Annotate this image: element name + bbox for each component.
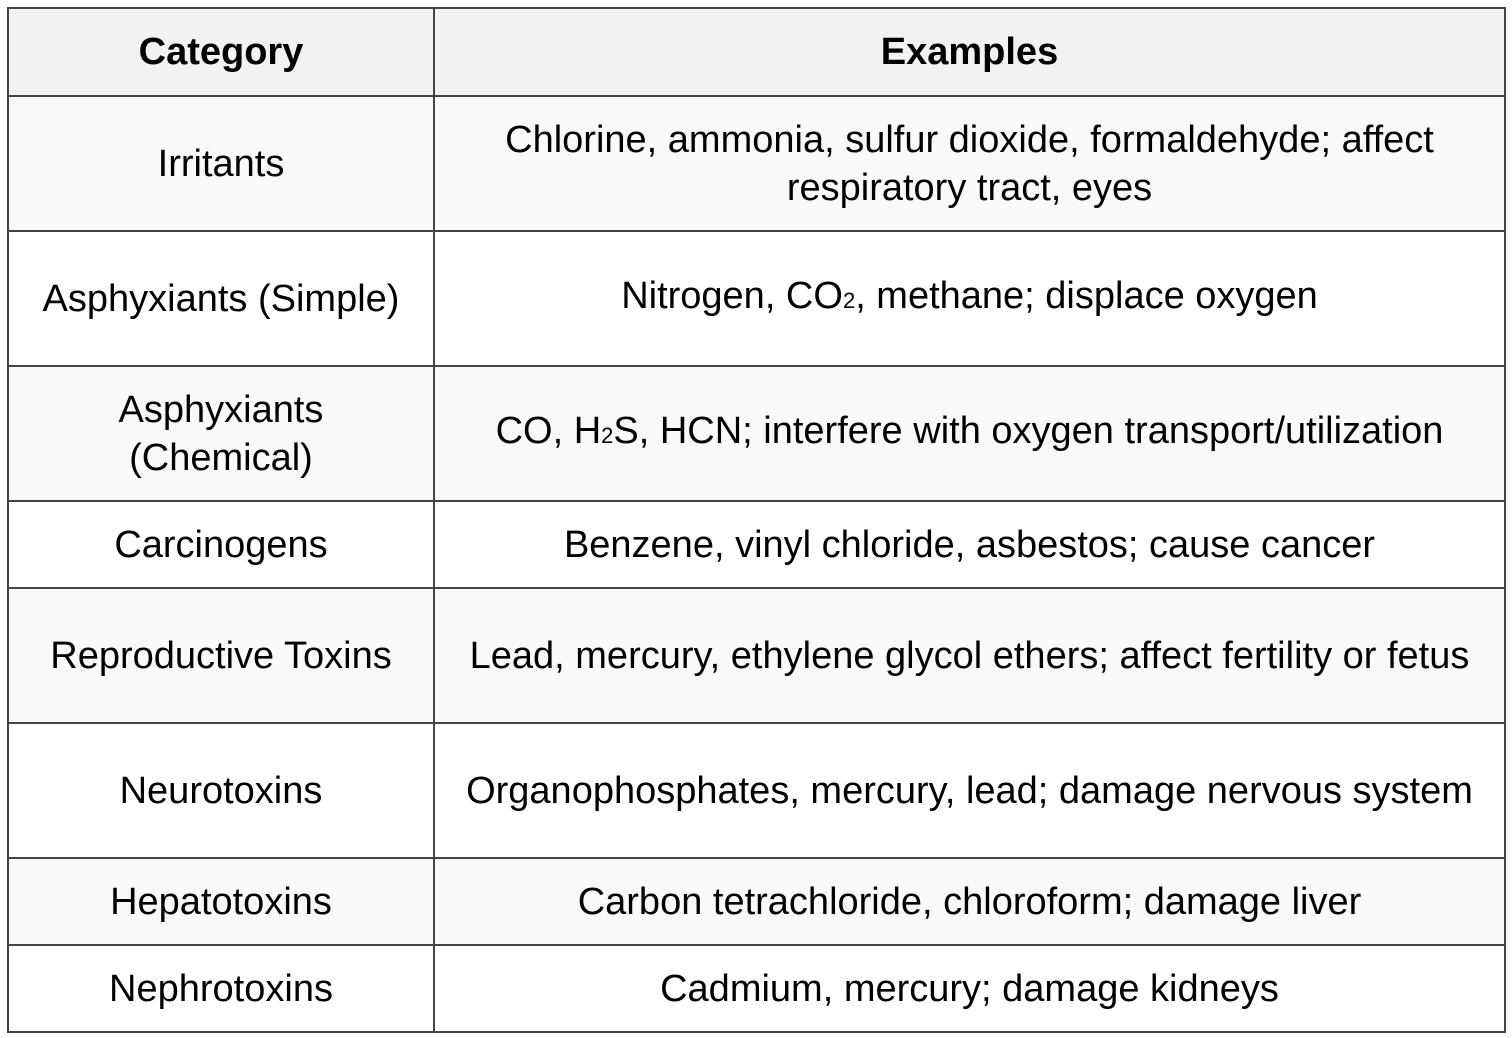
category-cell: Neurotoxins: [8, 723, 434, 858]
category-cell: Carcinogens: [8, 501, 434, 588]
table-row: [8, 231, 1505, 366]
examples-cell: [434, 366, 1505, 501]
table-row: [8, 96, 1505, 231]
examples-cell: Carbon tetrachloride, chloroform; damage liver: [434, 858, 1505, 945]
category-cell: Asphyxiants (Chemical): [8, 366, 434, 501]
header-row: [8, 8, 1505, 96]
examples-cell: Organophosphates, mercury, lead; damage nervous system: [434, 723, 1505, 858]
table-row: [8, 366, 1505, 501]
examples-text: CO, H: [495, 410, 602, 452]
category-column-header: Category: [8, 8, 434, 96]
examples-cell: [434, 231, 1505, 366]
examples-column-header: Examples: [434, 8, 1505, 96]
table-row: [8, 723, 1505, 858]
table-row: [8, 588, 1505, 723]
examples-cell: Lead, mercury, ethylene glycol ethers; affect fertility or fetus: [434, 588, 1505, 723]
examples-cell: Cadmium, mercury; damage kidneys: [434, 945, 1505, 1032]
examples-text: , methane; displace oxygen: [855, 275, 1318, 317]
toxin-categories-table: [7, 7, 1506, 1033]
subscript-text: 2: [842, 288, 856, 313]
category-cell: Irritants: [8, 96, 434, 231]
table-row: [8, 945, 1505, 1032]
table-row: [8, 858, 1505, 945]
examples-text: Nitrogen, CO: [621, 275, 843, 317]
subscript-text: 2: [601, 423, 614, 448]
examples-cell: Benzene, vinyl chloride, asbestos; cause cancer: [434, 501, 1505, 588]
category-cell: Reproductive Toxins: [8, 588, 434, 723]
examples-text: S, HCN; interfere with oxygen transport/utilization: [613, 410, 1444, 452]
category-cell: Nephrotoxins: [8, 945, 434, 1032]
category-cell: Hepatotoxins: [8, 858, 434, 945]
examples-cell: Chlorine, ammonia, sulfur dioxide, formaldehyde; affect respiratory tract, eyes: [434, 96, 1505, 231]
category-cell: Asphyxiants (Simple): [8, 231, 434, 366]
table-row: [8, 501, 1505, 588]
